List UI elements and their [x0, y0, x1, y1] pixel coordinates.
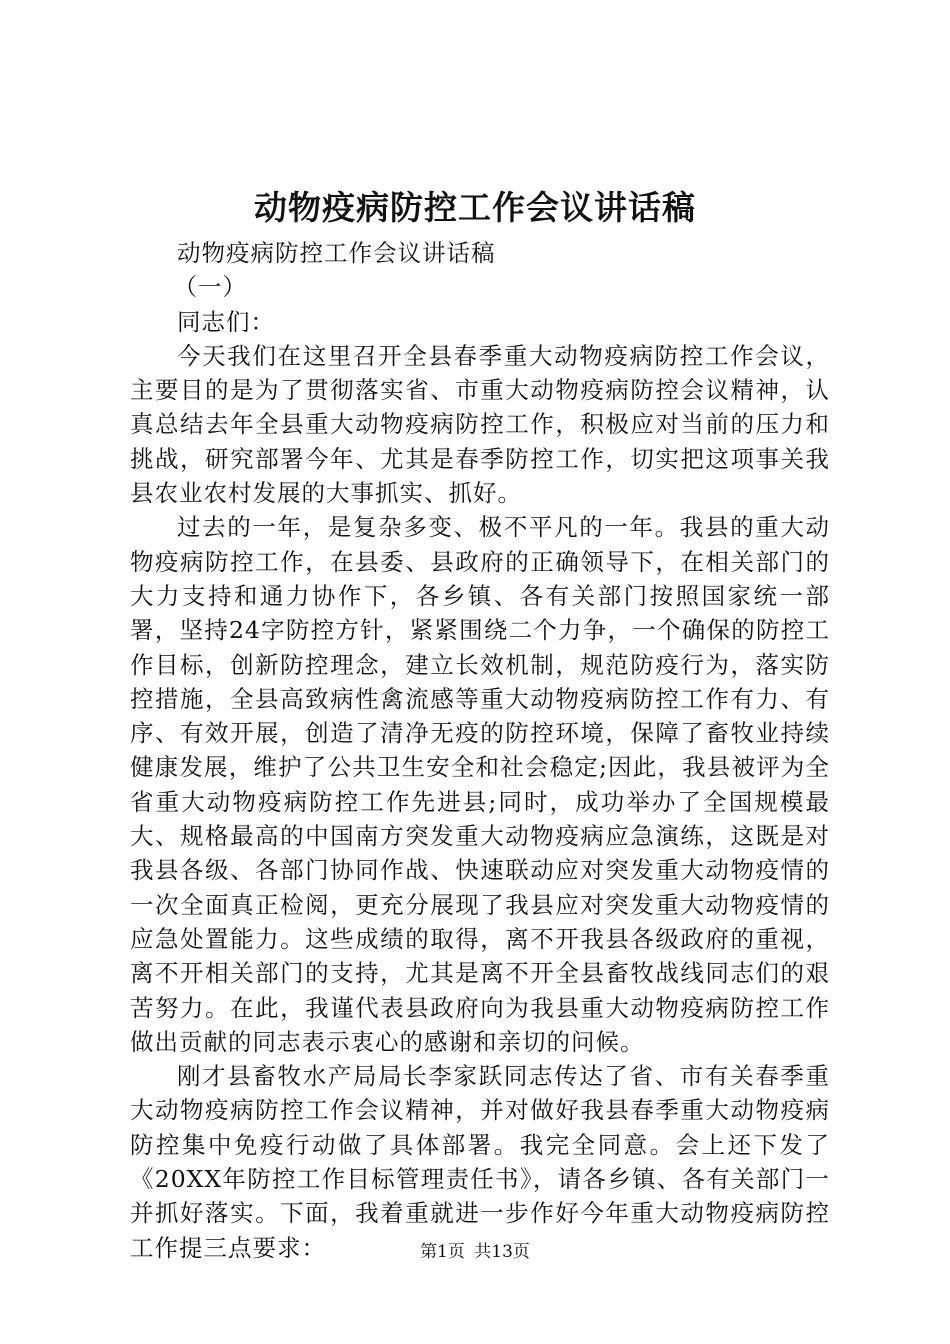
section-number: （一）: [173, 273, 247, 302]
page-number: 第1页: [420, 1242, 465, 1262]
document-subtitle: 动物疫病防控工作会议讲话稿: [177, 239, 496, 267]
salutation: 同志们：: [177, 307, 275, 336]
document-title: 动物疫病防控工作会议讲话稿: [254, 188, 696, 227]
page-footer: [0, 1240, 950, 1264]
paragraph-3: 刚才县畜牧水产局局长李家跃同志传达了省、市有关春季重大动物疫病防控工作会议精神，并对做好我县春季重大动物疫病防控集中免疫行动做了具体部署。我完全同意。会上还下发了《20XX年防控工作目标管理责任书》，请各乡镇、各有关部门一并抓好落实。下面，我着重就进一步作好今年重大动物疫病防控工作提三点要求：: [130, 1062, 830, 1262]
paragraph-1: 今天我们在这里召开全县春季重大动物疫病防控工作会议，主要目的是为了贯彻落实省、市重大动物疫病防控会议精神，认真总结去年全县重大动物疫病防控工作，积极应对当前的压力和挑战，研究部署今年、尤其是春季防控工作，切实把这项事关我县农业农村发展的大事抓实、抓好。: [130, 341, 830, 508]
document-body: [130, 236, 830, 1265]
paragraph-2: 过去的一年，是复杂多变、极不平凡的一年。我县的重大动物疫病防控工作，在县委、县政府的正确领导下，在相关部门的大力支持和通力协作下，各乡镇、各有关部门按照国家统一部署，坚持24字防控方针，紧紧围绕二个力争，一个确保的防控工作目标，创新防控理念，建立长效机制，规范防疫行为，落实防控措施，全县高致病性禽流感等重大动物疫病防控工作有力、有序、有效开展，创造了清净无疫的防控环境，保障了畜牧业持续健康发展，维护了公共卫生安全和社会稳定;因此，我县被评为全省重大动物疫病防控工作先进县;同时，成功举办了全国规模最大、规格最高的中国南方突发重大动物疫病应急演练，这既是对我县各级、各部门协同作战、快速联动应对突发重大动物疫情的一次全面真正检阅，更充分展现了我县应对突发重大动物疫情的应急处置能力。这些成绩的取得，离不开我县各级政府的重视，离不开相关部门的支持，尤其是离不开全县畜牧战线同志们的艰苦努力。在此，我谨代表县政府向为我县重大动物疫病防控工作做出贡献的同志表示衷心的感谢和亲切的问候。: [130, 513, 830, 1056]
page-total: 共13页: [474, 1242, 530, 1262]
